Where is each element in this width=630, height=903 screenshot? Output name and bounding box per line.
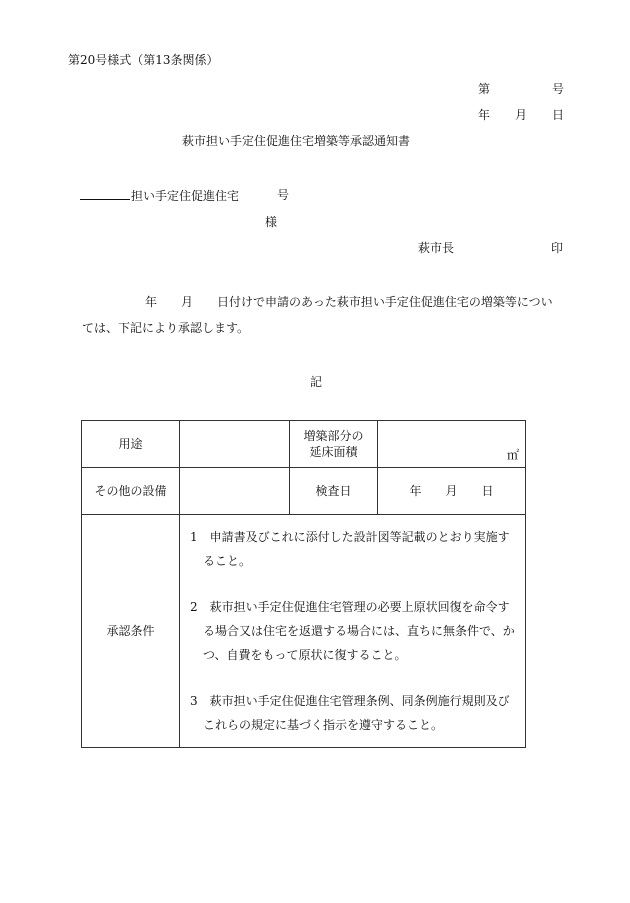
date-month: 月 <box>515 108 528 122</box>
issuer-name: 萩市長 <box>418 241 455 255</box>
addressee-blank <box>80 187 130 200</box>
use-label: 用途 <box>82 421 180 468</box>
other-equipment-value <box>180 468 290 515</box>
doc-number-prefix: 第 <box>478 82 491 96</box>
table-row <box>82 421 526 468</box>
area-label-line-1: 増築部分の <box>303 429 364 443</box>
area-label-line-2: 延床面積 <box>309 445 358 459</box>
other-equipment-label: その他の設備 <box>82 468 180 515</box>
addressee-line <box>80 187 239 204</box>
addressee-label: 担い手定住促進住宅 <box>131 189 240 203</box>
body-line-1: 年 月 日付けで申請のあった萩市担い手定住促進住宅の増築等につい <box>145 295 553 309</box>
conditions-list <box>180 515 526 748</box>
inspection-date-value: 年 月 日 <box>378 468 526 515</box>
condition-item: 3 萩市担い手定住促進住宅管理条例、同条例施行規則及びこれらの規定に基づく指示を遵守すること。 <box>190 694 510 732</box>
area-value <box>378 421 526 468</box>
approval-table <box>81 420 526 748</box>
date-year: 年 <box>478 108 491 122</box>
doc-number-suffix: 号 <box>552 82 565 96</box>
condition-item: 2 萩市担い手定住促進住宅管理の必要上原状回復を命令する場合又は住宅を返還する場合には、直ちに無条件で、かつ、自費をもって原状に復すること。 <box>190 600 515 662</box>
inspection-date-label: 検査日 <box>290 468 378 515</box>
body-line-2: ては、下記により承認します。 <box>82 321 250 335</box>
table-row <box>82 515 526 748</box>
use-value <box>180 421 290 468</box>
area-label <box>290 421 378 468</box>
addressee-number-suffix: 号 <box>277 188 290 202</box>
form-number: 第20号様式（第13条関係） <box>68 53 219 67</box>
date-day: 日 <box>552 108 565 122</box>
table-row <box>82 468 526 515</box>
document-title: 萩市担い手定住促進住宅増築等承認通知書 <box>182 134 411 148</box>
condition-item: 1 申請書及びこれに添付した設計図等記載のとおり実施すること。 <box>190 530 510 568</box>
seal-mark: 印 <box>551 241 564 255</box>
conditions-label: 承認条件 <box>82 515 180 748</box>
addressee-honorific: 様 <box>265 215 278 229</box>
area-unit: ㎡ <box>506 448 519 462</box>
ki-heading: 記 <box>310 375 323 389</box>
